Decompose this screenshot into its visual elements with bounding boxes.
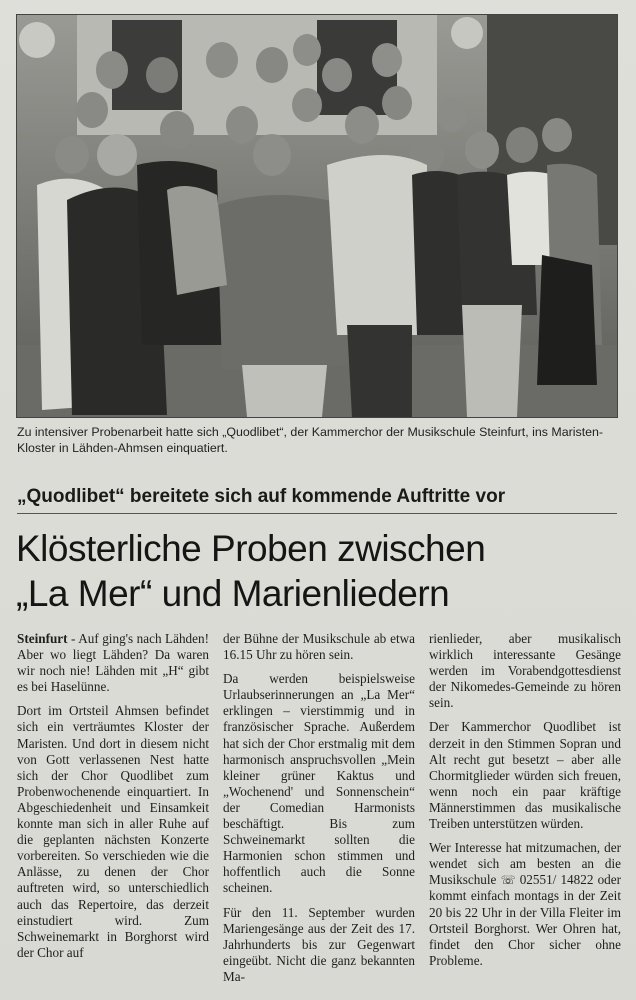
paragraph bbox=[17, 631, 209, 695]
headline-line-1: Klösterliche Proben zwischen bbox=[16, 528, 486, 569]
main-headline bbox=[16, 526, 626, 616]
paragraph-text: Wer Interesse hat mitzumachen, der wendet sich am besten an die Musikschule bbox=[429, 840, 621, 888]
paragraph: Da werden beispielsweise Urlaubserinnerungen an „La Mer“ erklingen – vierstimmig und in französischer Sprache. Außerdem hat sich der Chor erstmalig mit dem harmonisch anspruchsvollen „Mein kleiner grüner Kaktus und „Wochenend' und Sonnenschein“ der Comedian Harmonists beschäftigt. Bis zum Schweinemarkt sollten die Harmonien schon stimmen und hoffentlich auch die Sonne scheinen. bbox=[223, 671, 415, 896]
paragraph: rienlieder, aber musikalisch wirklich interessante Gesänge werden im Vorabendgottesdienst der Nikomedes-Gemeinde zu hören sein. bbox=[429, 631, 621, 711]
choir-group-photo bbox=[16, 14, 618, 418]
article-column-1 bbox=[17, 631, 209, 981]
paragraph-text: - Auf ging's nach Lähden! Aber wo liegt Lähden? Da waren wir noch nie! Lähden mit „H“ gibt es bei Haselünne. bbox=[17, 631, 209, 695]
paragraph: Für den 11. September wurden Mariengesänge aus der Zeit des 17. Jahrhunderts bis zur Gegenwart eingeübt. Nicht die ganz bekannten Ma- bbox=[223, 904, 415, 984]
paragraph: Der Kammerchor Quodlibet ist derzeit in den Stimmen Sopran und Alt recht gut besetzt – aber alle Chormitglieder würden sich freuen, wenn noch ein paar kräftige Männerstimmen das musikalische Treiben unterstützen würden. bbox=[429, 719, 621, 832]
telephone-icon: ☏ bbox=[500, 873, 516, 888]
article-column-2 bbox=[223, 631, 415, 984]
headline-line-2: „La Mer“ und Marienliedern bbox=[16, 573, 450, 614]
kicker-headline: „Quodlibet“ bereitete sich auf kommende Auftritte vor bbox=[17, 485, 617, 514]
article-column-3 bbox=[429, 631, 621, 981]
paragraph: Dort im Ortsteil Ahmsen befindet sich ein verträumtes Kloster der Maristen. Und dort in diesem nicht von Gott verlassenen Nest hatte sich der Chor Quodlibet zum Probenwochenende einquartiert. In Abgeschiedenheit und Einsamkeit konnte man sich in aller Ruhe auf die geplanten nächsten Konzerte vorbereiten. So verschieden wie die Anlässe, zu denen der Chor auftreten wird, so unterschiedlich auch das Repertoire, das derzeit einstudiert wird. Zum Schweinemarkt in Borghorst wird der Chor auf bbox=[17, 703, 209, 960]
paragraph bbox=[429, 840, 621, 969]
photo-illustration bbox=[17, 15, 617, 417]
photo-caption: Zu intensiver Probenarbeit hatte sich „Quodlibet“, der Kammerchor der Musikschule Steinfurt, ins Maristen-Kloster in Lähden-Ahmsen einquatiert. bbox=[17, 425, 604, 455]
dateline-place: Steinfurt bbox=[17, 631, 68, 646]
paragraph: der Bühne der Musikschule ab etwa 16.15 Uhr zu hören sein. bbox=[223, 631, 415, 663]
paragraph-text: 02551/ 14822 oder kommt einfach montags in der Zeit 20 bis 22 Uhr in der Villa Fleiter im Ortsteil Borghorst. Wer Ohren hat, findet den Chor sicher ohne Probleme. bbox=[429, 872, 622, 968]
